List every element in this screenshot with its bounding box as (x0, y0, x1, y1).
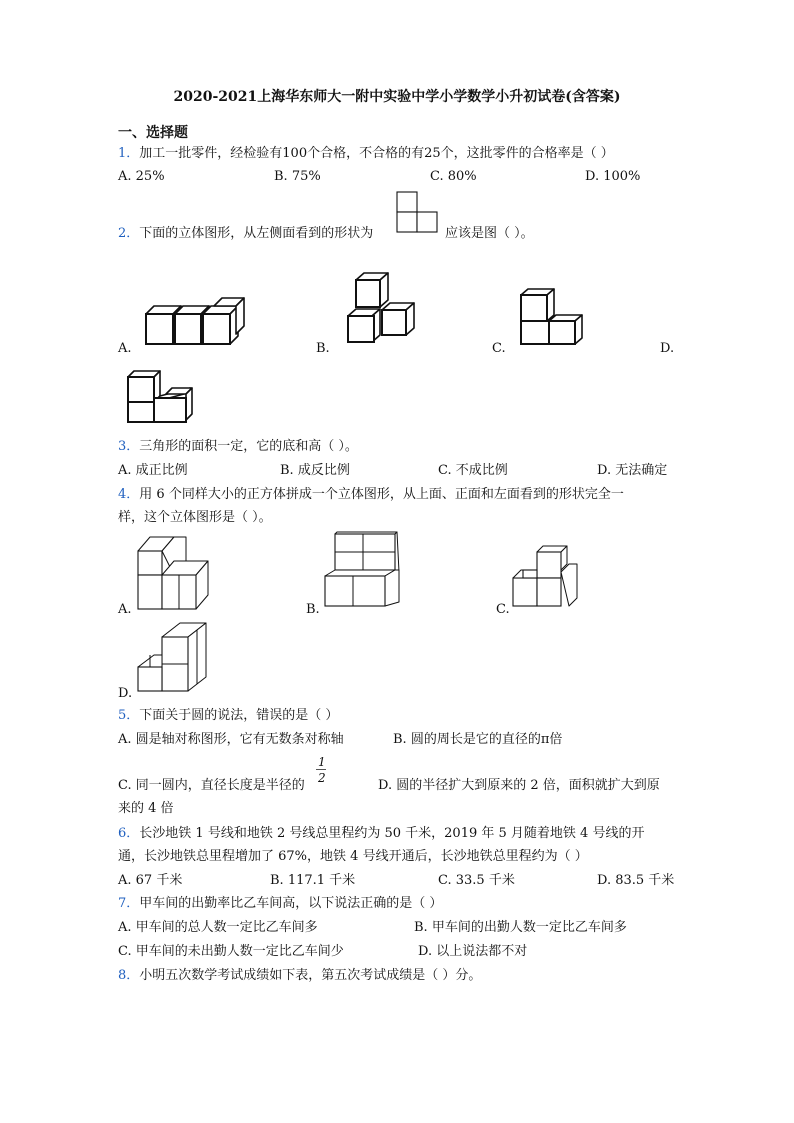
q2-figure-c (518, 287, 584, 347)
q4-figure-c (511, 542, 581, 610)
q2-label-d[interactable]: D. (660, 341, 675, 356)
fraction-denominator: 2 (318, 771, 326, 785)
q5-option-d-cont: 来的 4 倍 (118, 801, 174, 816)
question-3 (118, 438, 358, 456)
question-number: 5． (118, 708, 140, 723)
question-7 (118, 895, 442, 913)
page-title: 2020-2021上海华东师大一附中实验中学小学数学小升初试卷(含答案) (173, 89, 621, 105)
q2-label-b[interactable]: B. (316, 341, 330, 356)
question-4-line2: 样，这个立体图形是（ ）。 (118, 510, 272, 525)
q1-option-d[interactable]: D. 100% (585, 169, 641, 184)
q4-label-b[interactable]: B. (306, 602, 320, 617)
q7-option-c[interactable]: C. 甲车间的未出勤人数一定比乙车间少 (118, 944, 344, 959)
q6-option-d[interactable]: D. 83.5 千米 (597, 873, 675, 888)
q4-label-d[interactable]: D. (118, 686, 133, 701)
q7-option-a[interactable]: A. 甲车间的总人数一定比乙车间多 (118, 920, 318, 935)
question-text: 加工一批零件，经检验有100个合格，不合格的有25个，这批零件的合格率是（ ） (139, 146, 614, 161)
q7-option-d[interactable]: D. 以上说法都不对 (418, 944, 528, 959)
question-number: 7． (118, 896, 140, 911)
question-2 (118, 225, 373, 243)
q5-option-d[interactable]: D. 圆的半径扩大到原来的 2 倍，面积就扩大到原 (378, 778, 660, 793)
question-number: 2． (118, 226, 140, 241)
fraction-numerator: 1 (318, 755, 326, 769)
q3-option-d[interactable]: D. 无法确定 (597, 463, 668, 478)
question-number: 1． (118, 146, 140, 161)
q1-option-b[interactable]: B. 75% (274, 169, 321, 184)
question-text: 小明五次数学考试成绩如下表，第五次考试成绩是（ ）分。 (139, 968, 482, 983)
q2-figure-b (346, 272, 416, 346)
q1-option-c[interactable]: C. 80% (430, 169, 477, 184)
q2-label-a[interactable]: A. (118, 341, 132, 356)
question-text: 下面关于圆的说法，错误的是（ ） (139, 708, 339, 723)
question-4 (118, 486, 624, 504)
question-text-tail: 应该是图（ ）。 (445, 226, 534, 241)
q6-option-a[interactable]: A. 67 千米 (118, 873, 183, 888)
question-text: 下面的立体图形，从左侧面看到的形状为 (139, 226, 374, 241)
q4-label-c[interactable]: C. (496, 602, 510, 617)
q5-option-b[interactable]: B. 圆的周长是它的直径的π倍 (393, 732, 563, 747)
question-6 (118, 825, 644, 843)
left-view-figure (396, 191, 440, 235)
fraction-bar (316, 769, 326, 770)
q4-figure-d (136, 621, 210, 695)
q6-option-b[interactable]: B. 117.1 千米 (270, 873, 356, 888)
q4-figure-a (136, 533, 212, 611)
question-6-line2: 通，长沙地铁总里程增加了 67%，地铁 4 号线开通后，长沙地铁总里程约为（ ） (118, 849, 588, 864)
q1-option-a[interactable]: A. 25% (118, 169, 165, 184)
q3-option-c[interactable]: C. 不成比例 (438, 463, 508, 478)
q5-option-a[interactable]: A. 圆是轴对称图形，它有无数条对称轴 (118, 732, 344, 747)
question-8 (118, 967, 481, 985)
q5-option-c[interactable]: C. 同一圆内，直径长度是半径的 (118, 778, 305, 793)
question-text: 长沙地铁 1 号线和地铁 2 号线总里程约为 50 千米，2019 年 5 月随着地铁 4 号线的开 (139, 826, 645, 841)
q2-label-c[interactable]: C. (492, 341, 506, 356)
q2-figure-d (124, 368, 196, 426)
question-number: 3． (118, 439, 140, 454)
question-1 (118, 145, 614, 163)
q4-label-a[interactable]: A. (118, 602, 132, 617)
q6-option-c[interactable]: C. 33.5 千米 (438, 873, 515, 888)
question-number: 6． (118, 826, 140, 841)
question-number: 4． (118, 487, 140, 502)
section-heading: 一、选择题 (118, 125, 188, 141)
question-text: 甲车间的出勤率比乙车间高，以下说法正确的是（ ） (139, 896, 443, 911)
question-text: 用 6 个同样大小的正方体拼成一个立体图形，从上面、正面和左面看到的形状完全一 (139, 487, 624, 502)
q7-option-b[interactable]: B. 甲车间的出勤人数一定比乙车间多 (414, 920, 627, 935)
question-number: 8． (118, 968, 140, 983)
question-5 (118, 707, 338, 725)
question-text: 三角形的面积一定，它的底和高（ ）。 (139, 439, 358, 454)
q3-option-a[interactable]: A. 成正比例 (118, 463, 188, 478)
q4-figure-b (323, 532, 401, 608)
q3-option-b[interactable]: B. 成反比例 (280, 463, 350, 478)
q2-figure-a (144, 300, 246, 346)
